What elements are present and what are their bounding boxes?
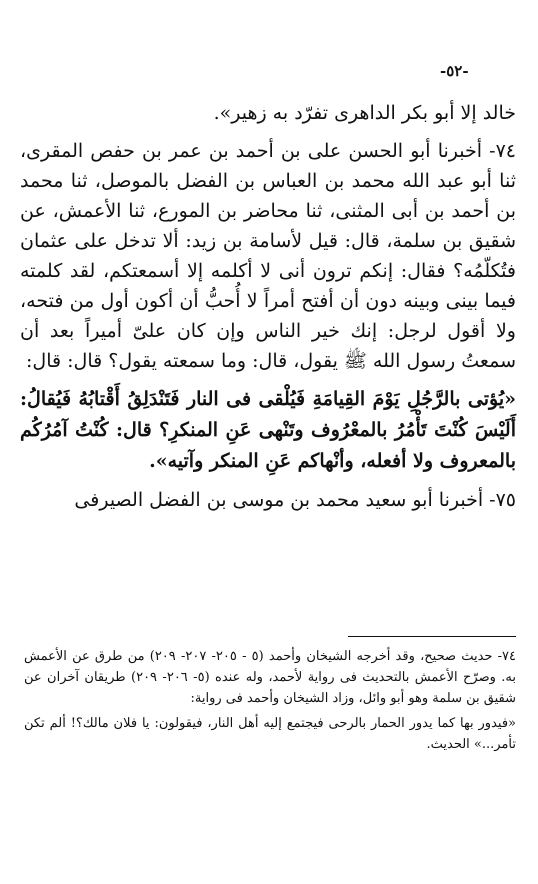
paragraph-75: ٧٥- أخبرنا أبو سعيد محمد بن موسى بن الفضل الصيرفى xyxy=(74,489,516,511)
hadith-quote: «يُؤتى بالرَّجُلِ يَوْمَ القِيامَةِ فَيُلْقى فى النار فَتَنْدَلِقُ أَقْتابُهُ فَيُقالُ: أَلَيْسَ كُنْتَ تَأْمُرُ بالمعْرُوف وتَنْهى عَنِ المنكرِ؟ قال: كُنْتُ آمُرُكُم بالمعروف ولا أفعله، وأنْهاكم عَنِ المنكر وآتيه». xyxy=(20,388,516,472)
footnote-separator xyxy=(348,636,516,637)
footnote-74-addition: «فيدور بها كما يدور الحمار بالرحى فيجتمع إليه أهل النار، فيقولون: يا فلان مالك؟! ألم تكن تأمر...» الحديث. xyxy=(24,716,516,752)
page-number: -٥٢- xyxy=(440,62,469,80)
footnote-74: ٧٤- حديث صحيح، وقد أخرجه الشيخان وأحمد (٥ - ٢٠٥- ٢٠٧- ٢٠٩) من طرق عن الأعمش به. وصرّح الأعمش بالتحديث فى رواية لأحمد، وله عنده (٥- ٢٠٦- ٢٠٩) طريقان آخران عن شقيق بن سلمة وهو أبو وائل، وزاد الشيخان وأحمد فى رواية: xyxy=(24,649,516,706)
paragraph-74: ٧٤- أخبرنا أبو الحسن على بن أحمد بن عمر بن حفص المقرى، ثنا أبو عبد الله محمد بن العباس بن الفضل بالموصل، ثنا محمد بن أحمد بن أبى المثنى، ثنا محاضر بن المورع، ثنا الأعمش، عن شقيق بن سلمة، قال: قيل لأسامة بن زيد: ألا تدخل على عثمان فتُكلّمُه؟ فقال: إنكم ترون أنى لا أكلمه إلا أسمعتكم، لقد كلمته فيما بينى وبينه دون أن أفتح أمراً لا أُحبُّ أن أكون أول من فتحه، ولا أقول لرجل: إنك خير الناس وإن كان علىّ أميراً بعد أن سمعتُ رسول الله ﷺ يقول، قال: وما سمعته يقول؟ قال: قال: xyxy=(20,140,516,372)
paragraph-continuation: خالد إلا أبو بكر الداهرى تفرّد به زهير». xyxy=(213,102,516,124)
main-text xyxy=(20,98,516,523)
footnotes xyxy=(24,646,516,759)
